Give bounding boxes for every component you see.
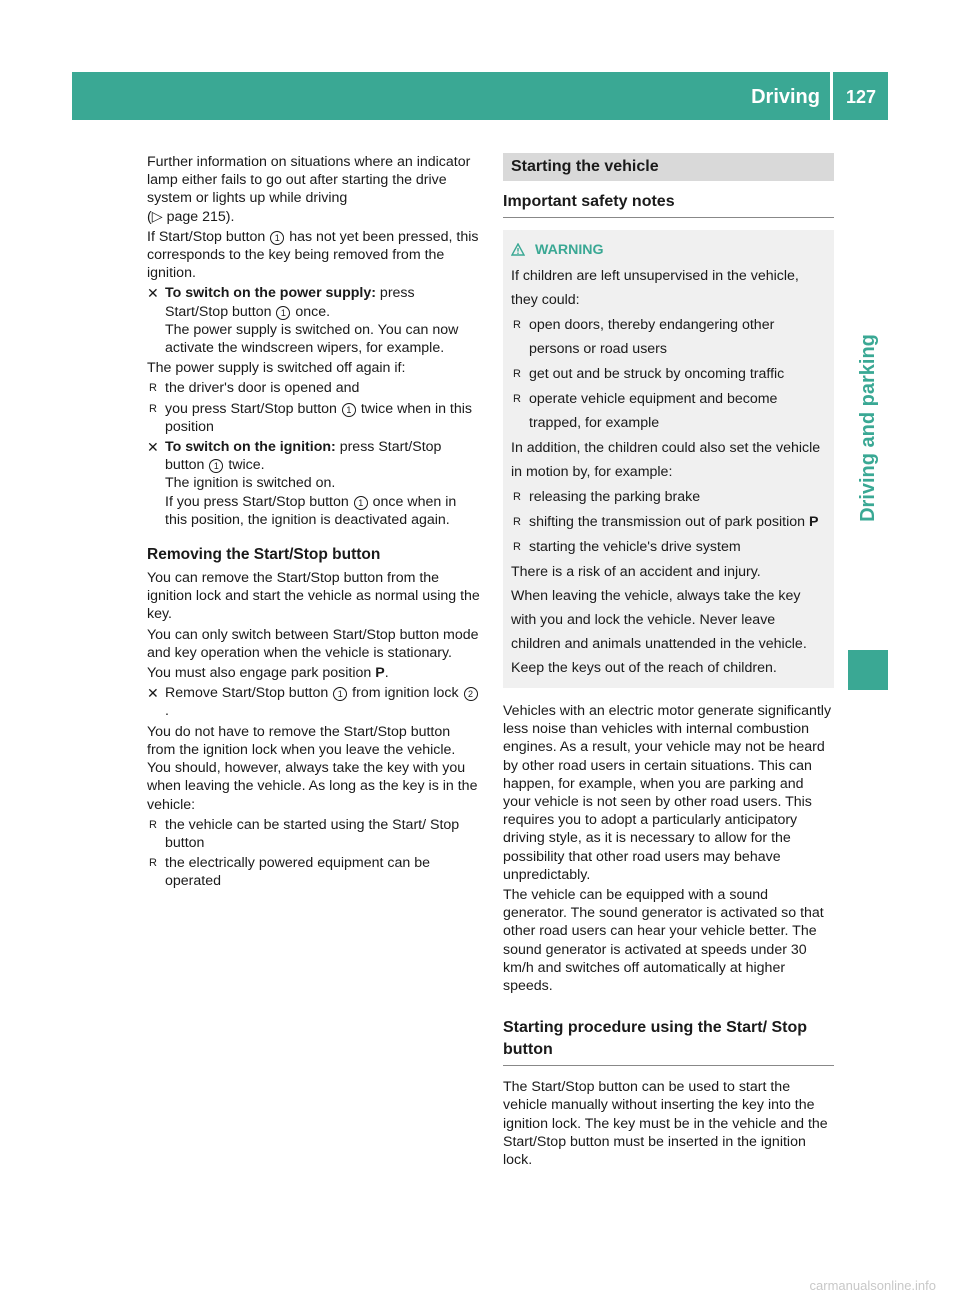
list-item: R get out and be struck by oncoming traffic: [511, 362, 826, 386]
paragraph: Vehicles with an electric motor generate significantly less noise than vehicles with internal combustion engines. As a result, your vehicle may not be heard by other road users in certain situations. This can happen, for example, when you are parking and your vehicle is not seen by other road users. This requires you to adopt a particularly anticipatory driving style, as it is necessary to allow for the possibility that other road users may behave unpredictably.: [503, 703, 832, 883]
warning-title: WARNING: [535, 242, 604, 258]
paragraph: There is a risk of an accident and injury.: [511, 564, 761, 580]
bullet-icon: R: [149, 818, 157, 831]
subsection-heading: Starting procedure using the Start/ Stop button: [503, 1017, 834, 1066]
action-arrow-icon: ✕: [147, 439, 159, 456]
action-step: ✕ Remove Start/Stop button 1 from ignition lock 2.: [147, 684, 480, 720]
action-result: If you press Start/Stop button 1 once when in this position, the ignition is deactivated again.: [165, 493, 457, 528]
paragraph: The power supply is switched off again if:: [147, 360, 406, 377]
paragraph: In addition, the children could also set the vehicle in motion by, for example:: [511, 440, 821, 480]
bullet-icon: R: [149, 402, 157, 415]
action-step: ✕ To switch on the power supply: press Start/Stop button 1 once. The power supply is switched on. You can now activate the windscreen wipers, for example.: [147, 284, 480, 357]
bullet-icon: R: [513, 319, 521, 331]
list-item: R open doors, thereby endangering other persons or road users: [511, 313, 826, 361]
paragraph: When leaving the vehicle, always take the key with you and lock the vehicle. Never leave children and animals unattended in the vehicle. Keep the keys out of the reach of children.: [511, 588, 807, 676]
list-item: R you press Start/Stop button 1 twice when in this position: [149, 400, 473, 435]
side-tab-label: Driving and parking: [857, 334, 879, 522]
action-result: The ignition is switched on.: [165, 475, 336, 492]
callout-1-icon: 1: [209, 459, 223, 473]
list-item: R shifting the transmission out of park position P: [511, 510, 826, 534]
action-step: ✕ To switch on the ignition: press Start/Stop button 1 twice. The ignition is switched on. If you press Start/Stop button 1 once when in this position, the ignition is deactivated again.: [147, 438, 480, 529]
paragraph: Further information on situations where an indicator lamp either fails to go out after starting the drive system or lights up while driving (▷ page 215).: [147, 154, 471, 225]
left-column: [147, 153, 480, 893]
list-item: R the electrically powered equipment can be operated: [149, 855, 430, 890]
paragraph: You do not have to remove the Start/Stop button from the ignition lock when you leave the vehicle. You should, however, always take the key with you when leaving the vehicle. As long as the key is in the vehicle:: [147, 723, 478, 813]
side-tab-marker: [848, 650, 888, 690]
bullet-icon: R: [513, 393, 521, 405]
paragraph: You can remove the Start/Stop button from the ignition lock and start the vehicle as normal using the key.: [147, 570, 480, 623]
bullet-icon: R: [513, 491, 521, 503]
action-arrow-icon: ✕: [147, 285, 159, 302]
callout-1-icon: 1: [342, 403, 356, 417]
bullet-icon: R: [513, 541, 521, 553]
page-header: [72, 72, 888, 120]
page-reference[interactable]: page 215).: [162, 208, 235, 225]
paragraph: You must also engage park position P.: [147, 665, 389, 682]
callout-1-icon: 1: [333, 687, 347, 701]
watermark: carmanualsonline.info: [809, 1278, 936, 1293]
action-arrow-icon: ✕: [147, 685, 159, 702]
warning-header: [511, 238, 826, 264]
warning-box: [503, 230, 834, 688]
paragraph: The Start/Stop button can be used to start the vehicle manually without inserting the key into the ignition lock. The key must be in the vehicle and the Start/Stop button must be inserted in the ignition lock.: [503, 1079, 828, 1169]
paragraph: You can only switch between Start/Stop button mode and key operation when the vehicle is stationary.: [147, 626, 479, 661]
paragraph: The vehicle can be equipped with a sound generator. The sound generator is activated so that other road users can hear your vehicle better. The sound generator is activated at speeds under 30 km/h and switches off automatically at higher speeds.: [503, 887, 824, 995]
callout-1-icon: 1: [270, 231, 284, 245]
list-item: R starting the vehicle's drive system: [511, 535, 826, 559]
bullet-icon: R: [149, 857, 157, 870]
callout-1-icon: 1: [276, 306, 290, 320]
bullet-icon: R: [149, 382, 157, 395]
right-column: [503, 153, 834, 1171]
header-divider: [830, 72, 833, 120]
action-result: The power supply is switched on. You can now activate the windscreen wipers, for example.: [165, 321, 459, 357]
subsection-heading: Important safety notes: [503, 191, 834, 218]
chapter-title: Driving: [751, 86, 820, 108]
list-item: R releasing the parking brake: [511, 485, 826, 509]
list-item: R the driver's door is opened and: [149, 380, 360, 397]
section-bar-heading: Starting the vehicle: [503, 153, 834, 181]
callout-1-icon: 1: [354, 496, 368, 510]
paragraph: If Start/Stop button 1 has not yet been pressed, this corresponds to the key being removed from the ignition.: [147, 228, 479, 282]
side-tab: [848, 218, 888, 638]
bullet-icon: R: [513, 368, 521, 380]
list-item: R the vehicle can be started using the Start/ Stop button: [149, 816, 460, 851]
section-heading: Removing the Start/Stop button: [147, 546, 381, 564]
bullet-icon: R: [513, 516, 521, 528]
paragraph: If children are left unsupervised in the vehicle, they could:: [511, 268, 799, 308]
page-ref-arrow-icon: ▷: [151, 208, 163, 225]
page-number: 127: [845, 87, 876, 107]
list-item: R operate vehicle equipment and become trapped, for example: [511, 387, 826, 435]
callout-2-icon: 2: [464, 687, 478, 701]
warning-triangle-icon: [511, 240, 525, 264]
